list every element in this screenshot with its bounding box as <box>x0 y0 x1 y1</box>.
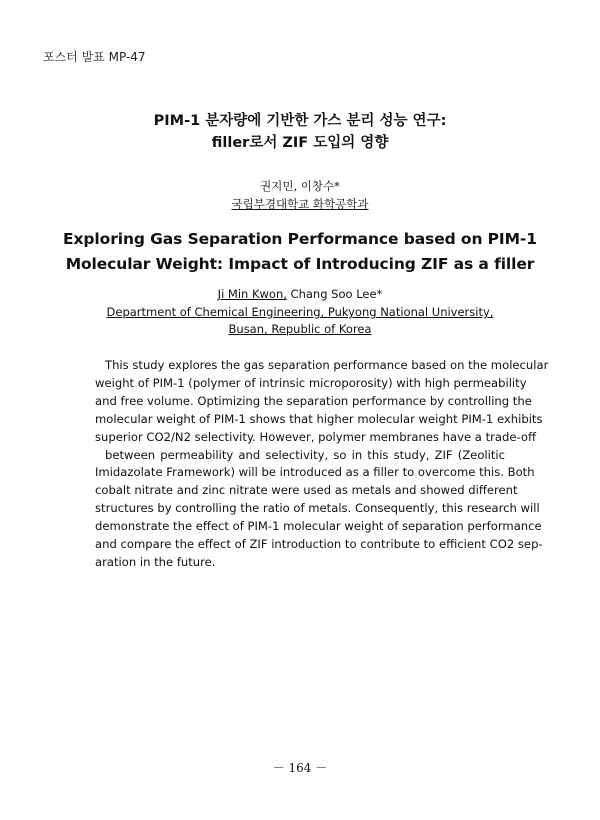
english-affiliation-line-1 <box>0 305 600 319</box>
abstract-line: weight of PIM-1 (polymer of intrinsic microporosity) with high permeability <box>95 375 527 390</box>
abstract-line: This study explores the gas separation performance based on the molecular <box>105 358 549 372</box>
korean-title-line-1: PIM-1 분자량에 기반한 가스 분리 성능 연구: <box>153 113 447 129</box>
abstract-line: between permeability and selectivity, so in this study, ZIF (Zeolitic <box>105 447 505 462</box>
page-number: － 164 － <box>272 761 328 775</box>
korean-title-line-2: filler로서 ZIF 도입의 영향 <box>211 135 389 151</box>
poster-tag: 포스터 발표 MP-47 <box>43 50 146 64</box>
english-affiliation-line-1-text: Department of Chemical Engineering, Pukyong National University, <box>106 305 494 319</box>
english-title-line-2: Molecular Weight: Impact of Introducing ZIF as a filler <box>65 255 535 273</box>
abstract-line: structures by controlling the ratio of metals. Consequently, this research will <box>95 501 540 516</box>
english-affiliation-line-2 <box>0 322 600 336</box>
author-first: Ji Min Kwon, <box>217 287 287 301</box>
abstract-line: Imidazolate Framework) will be introduced as a filler to overcome this. Both <box>95 465 535 480</box>
english-authors <box>0 287 600 301</box>
abstract <box>95 357 549 572</box>
author-second: Chang Soo Lee* <box>286 287 383 301</box>
abstract-line: cobalt nitrate and zinc nitrate were used as metals and showed different <box>95 483 518 498</box>
korean-affiliation-text: 국립부경대학교 화학공학과 <box>231 197 369 211</box>
english-affiliation-line-2-text: Busan, Republic of Korea <box>228 322 372 336</box>
korean-authors: 권지민, 이창수* <box>260 179 340 193</box>
abstract-line: molecular weight of PIM-1 shows that higher molecular weight PIM-1 exhibits <box>95 411 543 426</box>
english-title-line-1: Exploring Gas Separation Performance based on PIM-1 <box>63 230 537 248</box>
abstract-line: aration in the future. <box>95 554 216 569</box>
abstract-line: and free volume. Optimizing the separation performance by controlling the <box>95 393 532 408</box>
abstract-line: superior CO2/N2 selectivity. However, polymer membranes have a trade-off <box>95 429 536 444</box>
abstract-line: and compare the effect of ZIF introduction to contribute to efficient CO2 sep- <box>95 537 543 552</box>
korean-affiliation <box>0 196 600 212</box>
abstract-line: demonstrate the effect of PIM-1 molecular weight of separation performance <box>95 519 542 534</box>
